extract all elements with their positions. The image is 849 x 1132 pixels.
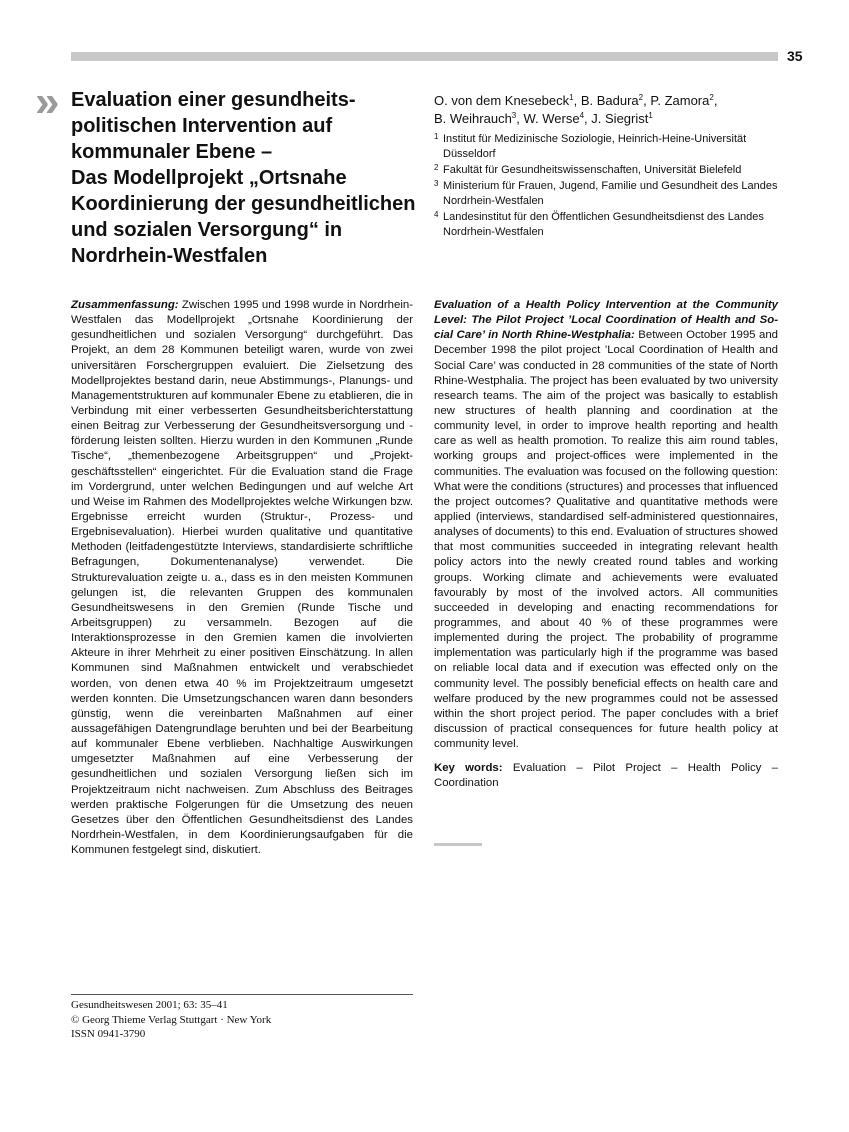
author-affil-marker: 2 xyxy=(709,93,714,102)
affiliation-number: 4 xyxy=(434,210,439,219)
author-list xyxy=(434,92,779,128)
abstract-german xyxy=(71,298,413,858)
keywords xyxy=(434,761,778,791)
affiliation-item xyxy=(434,179,779,209)
author-name: W. Werse xyxy=(523,111,580,126)
title-line: Nordrhein-Westfalen xyxy=(71,245,268,267)
citation-footer xyxy=(71,998,271,1042)
author-name: J. Siegrist xyxy=(591,111,649,126)
affiliation-item xyxy=(434,163,779,178)
author-affil-marker: 4 xyxy=(579,111,585,120)
keywords-divider xyxy=(434,843,482,846)
affiliation-number: 1 xyxy=(434,132,439,141)
title-line: Das Modellprojekt „Ortsnahe xyxy=(71,167,347,189)
author-name: B. Badura xyxy=(580,93,639,108)
author-line xyxy=(434,92,779,110)
abstract-english-text: Between October 1995 and December 1998 the pilot project ’Local Coordination of Health and Social Care’ was conducted in 28 communities of the state of North Rhine-Westphalia. The project has been evaluated by two university research teams. The aim of the project was basically to establish new structures of health planning and coordination at the community level, in order to improve health reporting and health care as well as health promotion. To realize this aim round tables, working groups and project-offices were implemented in the communities. The evaluation was focused on the following question: What were the conditions (structures) and processes that influenced the project outcomes? Qualitative and quantitative methods were applied (interviews, standardised self-administered questionnaires, analyses of documents) to this end. Evaluation of structures showed that most communities succeeded in integrating relevant health policy actors into the newly created round tables and working groups. Working climate and achievements were evaluated favourably by most of the involved actors. All communities succeeded in developing and enacting recommendations for programmes, and about 40 % of these programmes were implemented during the project. The probability of programme implementation was particularly high if the programme was based on reliable local data and if execution was effected only on the community level. The possibly beneficial effects on health care and welfare produced by the new programmes could not be assessed within the short project period. The paper concludes with a brief discussion of practical consequences for future health policy at community level. xyxy=(434,329,779,751)
footer-journal: Gesundheitswesen 2001; 63: 35–41 xyxy=(71,999,228,1011)
footer-issn: ISSN 0941-3790 xyxy=(71,1028,146,1040)
abstract-german-text: Zwischen 1995 und 1998 wurde in Nordrhein-Westfalen das Modellprojekt „Ortsnahe Koordinierung der gesundheitlichen und sozialen Versorgung“ durchgeführt. Das Projekt, an dem 28 Kommunen beteiligt waren, wurde von zwei universitären Forschergruppen evaluiert. Die Zielsetzung des Modellprojektes bestand darin, neue Abstimmungs-, Planungs- und Managementstrukturen auf kommunaler Ebene zu etablieren, die in Verbindung mit einer verbesserten Gesundheitsberichterstattung einen Beitrag zur Verbesserung der Gesundheitsversorgung und -förderung leisten sollten. Hierzu wurden in den Kommunen „Runde Tische“, „themenbezogene Arbeitsgruppen“ und „Projektgeschäftsstellen“ eingerichtet. Für die Evaluation stand die Frage im Vordergrund, unter welchen Bedingungen und auf welche Art und Weise im Rahmen des Modellprojektes welche Wirkungen bzw. Ergebnisse erreicht wurden (Struktur-, Prozess- und Ergebnisevaluation). Hierbei wurden qualitative und quantitative Methoden (leitfadengestützte Interviews, standardisierte schriftliche Befragungen, Dokumentenanalyse) verwendet. Die Strukturevaluation zeigte u. a., dass es in den meisten Kommunen gelungen ist, die relevanten Gruppen des kommunalen Gesundheitswesens in den Gremien (Runde Tische und Arbeitsgruppen) zu versammeln. Bezogen auf die Interaktionsprozesse in den Gremien kamen die involvierten Akteure in ihrer Mehrheit zu einer positiven Einschätzung. In allen Kommunen sind Maßnahmen entwickelt und verabschiedet worden, von denen etwa 40 % im Projektzeitraum umgesetzt werden konnten. Die Umsetzungschancen waren dann besonders günstig, wenn die vereinbarten Maßnahmen auf einer aussagefähigen Datengrundlage beruhten und bei der Bearbeitung auf kommunaler Ebene verblieben. Nachhaltige Auswirkungen umgesetzter Maßnahmen auf eine Verbesserung der gesundheitlichen und sozialen Versorgung ließen sich im Projektzeitraum nicht nachweisen. Zum Abschluss des Beitrages werden praktische Folgerungen für die Umsetzung des neuen Gesetzes über den Öffentlichen Gesundheitsdienst des Landes Nordrhein-Westfalen, in dem Koordinierungsaufgaben für die Kommunen festgelegt sind, diskutiert. xyxy=(71,299,414,857)
title-line: und sozialen Versorgung“ in xyxy=(71,219,343,241)
author-separator: , xyxy=(584,111,592,126)
author-separator: , xyxy=(573,93,581,108)
title-line: Evaluation einer gesundheits- xyxy=(71,89,356,111)
affiliation-number: 2 xyxy=(434,163,439,172)
author-affil-marker: 1 xyxy=(569,93,574,102)
affiliation-text: Ministerium für Frauen, Jugend, Familie und Gesundheit des Landes Nordrhein-Westfalen xyxy=(443,180,778,207)
affiliation-list xyxy=(434,132,779,241)
article-title xyxy=(71,87,421,269)
author-line xyxy=(434,110,779,128)
footer-rule xyxy=(71,994,413,995)
footer-copyright: © Georg Thieme Verlag Stuttgart · New York xyxy=(71,1013,272,1026)
author-separator: , xyxy=(643,93,651,108)
abstract-english-body xyxy=(434,298,778,752)
author-affil-marker: 2 xyxy=(638,93,644,102)
keywords-label: Key words: xyxy=(434,762,503,775)
affiliation-text: Landesinstitut für den Öffentlichen Gesundheitsdienst des Landes Nordrhein-Westfalen xyxy=(443,211,764,238)
affiliation-item xyxy=(434,132,779,162)
page-number: 35 xyxy=(787,48,803,64)
author-affil-marker: 1 xyxy=(648,111,653,120)
author-affil-marker: 3 xyxy=(511,111,517,120)
title-line: Koordinierung der gesundheitlichen xyxy=(71,193,416,215)
affiliation-number: 3 xyxy=(434,179,439,188)
abstract-english-heading: Evaluation of a Health Policy Intervention at the Community Level: The Pilot Project ’Local Coordination of Health and Social Care’ in North Rhine-Westphalia: xyxy=(434,299,778,342)
title-line: kommunaler Ebene – xyxy=(71,141,273,163)
author-name: P. Zamora xyxy=(650,93,710,108)
author-separator: , xyxy=(516,111,524,126)
abstract-english xyxy=(434,298,778,792)
abstract-german-heading: Zusammenfassung: xyxy=(71,299,179,311)
title-quote-mark-icon: » xyxy=(35,77,60,126)
affiliation-text: Institut für Medizinische Soziologie, Heinrich-Heine-Universität Düsseldorf xyxy=(443,133,747,160)
author-name: O. von dem Knesebeck xyxy=(434,93,570,108)
keywords-text: Evaluation – Pilot Project – Health Policy – Coordination xyxy=(434,762,778,790)
title-line: politischen Intervention auf xyxy=(71,115,333,137)
affiliation-text: Fakultät für Gesundheitswissenschaften, Universität Bielefeld xyxy=(443,164,742,176)
author-name: B. Weihrauch xyxy=(434,111,512,126)
affiliation-item xyxy=(434,210,779,240)
header-rule xyxy=(71,52,778,61)
author-separator: , xyxy=(713,93,718,108)
